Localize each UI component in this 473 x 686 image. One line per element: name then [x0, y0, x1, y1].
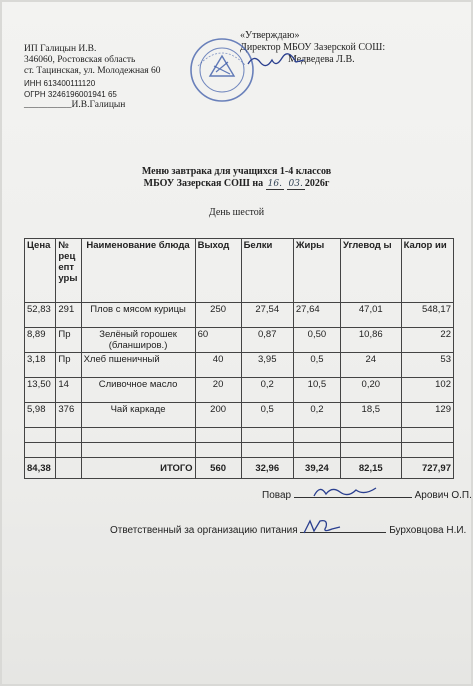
director-title: Директор МБОУ Зазерской СОШ:	[240, 42, 386, 53]
menu-title: Меню завтрака для учащихся 1-4 классов	[141, 166, 332, 177]
cell-dish: Чай каркаде	[81, 403, 195, 428]
table-row	[25, 378, 454, 403]
responsible-label: Ответственный за организацию питания	[110, 525, 298, 536]
table-row	[25, 403, 454, 428]
cell-dish: Хлеб пшеничный	[81, 353, 195, 378]
cell-yield: 40	[195, 353, 241, 378]
cell-dish: Плов с мясом курицы	[81, 303, 195, 328]
cell-calories: 53	[401, 353, 453, 378]
total-yield: 560	[195, 458, 241, 479]
cell-recipe: Пр	[56, 353, 81, 378]
cell-fat: 27,64	[293, 303, 340, 328]
entrepreneur-signature: __________И.В.Галицын	[24, 100, 126, 111]
cell-fat: 0,5	[293, 353, 340, 378]
cell-calories: 22	[401, 328, 453, 353]
cell-protein: 0,87	[241, 328, 293, 353]
school-stamp-icon	[188, 36, 256, 104]
date-month: 03.	[288, 179, 303, 189]
document-page	[2, 2, 471, 684]
cell-recipe: Пр	[56, 328, 81, 353]
cell-dish: Сливочное масло	[81, 378, 195, 403]
col-header-price: Цена	[25, 239, 56, 303]
cell-calories: 102	[401, 378, 453, 403]
table-row-empty	[25, 428, 454, 443]
total-calories: 727,97	[401, 458, 453, 479]
cell-carbs: 18,5	[340, 403, 401, 428]
cell-fat: 0,2	[293, 403, 340, 428]
entrepreneur-name: ИП Галицын И.В.	[24, 44, 97, 54]
total-price: 84,38	[25, 458, 56, 479]
cell-carbs: 10,86	[340, 328, 401, 353]
cell-protein: 27,54	[241, 303, 293, 328]
director-signature-icon	[246, 52, 306, 70]
total-label: ИТОГО	[81, 458, 195, 479]
table-row	[25, 353, 454, 378]
cell-price: 52,83	[25, 303, 56, 328]
cell-price: 13,50	[25, 378, 56, 403]
cell-recipe: 291	[56, 303, 81, 328]
responsible-signature-icon	[300, 517, 342, 537]
cell-carbs: 0,20	[340, 378, 401, 403]
approve-label: «Утверждаю»	[240, 30, 300, 41]
subtitle-school: МБОУ Зазерская СОШ на	[143, 178, 264, 189]
cell-price: 5,98	[25, 403, 56, 428]
col-header-calories: Калор ии	[401, 239, 453, 303]
cell-yield: 20	[195, 378, 241, 403]
cell-yield: 200	[195, 403, 241, 428]
col-header-recipe: № рец епт уры	[56, 239, 81, 303]
menu-subtitle	[2, 178, 471, 190]
cell-carbs: 47,01	[340, 303, 401, 328]
col-header-yield: Выход	[195, 239, 241, 303]
table-total-row	[25, 458, 454, 479]
cell-protein: 3,95	[241, 353, 293, 378]
day-label: День шестой	[208, 207, 265, 218]
responsible-signature-line	[110, 525, 466, 536]
col-header-dish: Наименование блюда	[81, 239, 195, 303]
entrepreneur-details	[24, 44, 161, 111]
cell-carbs: 24	[340, 353, 401, 378]
entrepreneur-ogrn: ОГРН 3246196001941 65	[24, 89, 117, 99]
cell-dish: Зелёный горошек (бланширов.)	[81, 328, 195, 353]
cook-signature-icon	[310, 482, 380, 500]
director-name: Медведева Л.В.	[288, 54, 355, 65]
cell-calories: 548,17	[401, 303, 453, 328]
entrepreneur-street: ст. Тацинская, ул. Молодежная 60	[24, 66, 161, 77]
table-header-row	[25, 239, 454, 303]
menu-table	[24, 238, 454, 479]
cell-fat: 0,50	[293, 328, 340, 353]
cell-recipe: 14	[56, 378, 81, 403]
date-day: 16.	[267, 179, 282, 189]
entrepreneur-address: 346060, Ростовская область	[24, 55, 136, 66]
total-protein: 32,96	[241, 458, 293, 479]
table-row-empty	[25, 443, 454, 458]
cell-price: 3,18	[25, 353, 56, 378]
cell-protein: 0,2	[241, 378, 293, 403]
responsible-name: Бурховцова Н.И.	[389, 525, 467, 536]
cell-protein: 0,5	[241, 403, 293, 428]
table-row	[25, 303, 454, 328]
cell-calories: 129	[401, 403, 453, 428]
cell-recipe: 376	[56, 403, 81, 428]
cook-name: Арович О.П.	[414, 490, 472, 501]
total-recipe	[56, 458, 81, 479]
entrepreneur-inn: ИНН 613400111120	[24, 78, 96, 88]
cell-yield: 250	[195, 303, 241, 328]
cell-yield: 60	[195, 328, 241, 353]
cook-label: Повар	[262, 490, 292, 501]
date-year: 2026г	[304, 178, 330, 189]
col-header-protein: Белки	[241, 239, 293, 303]
cell-price: 8,89	[25, 328, 56, 353]
col-header-carbs: Углевод ы	[340, 239, 401, 303]
total-carbs: 82,15	[340, 458, 401, 479]
col-header-fat: Жиры	[293, 239, 340, 303]
table-row	[25, 328, 454, 353]
total-fat: 39,24	[293, 458, 340, 479]
cell-fat: 10,5	[293, 378, 340, 403]
